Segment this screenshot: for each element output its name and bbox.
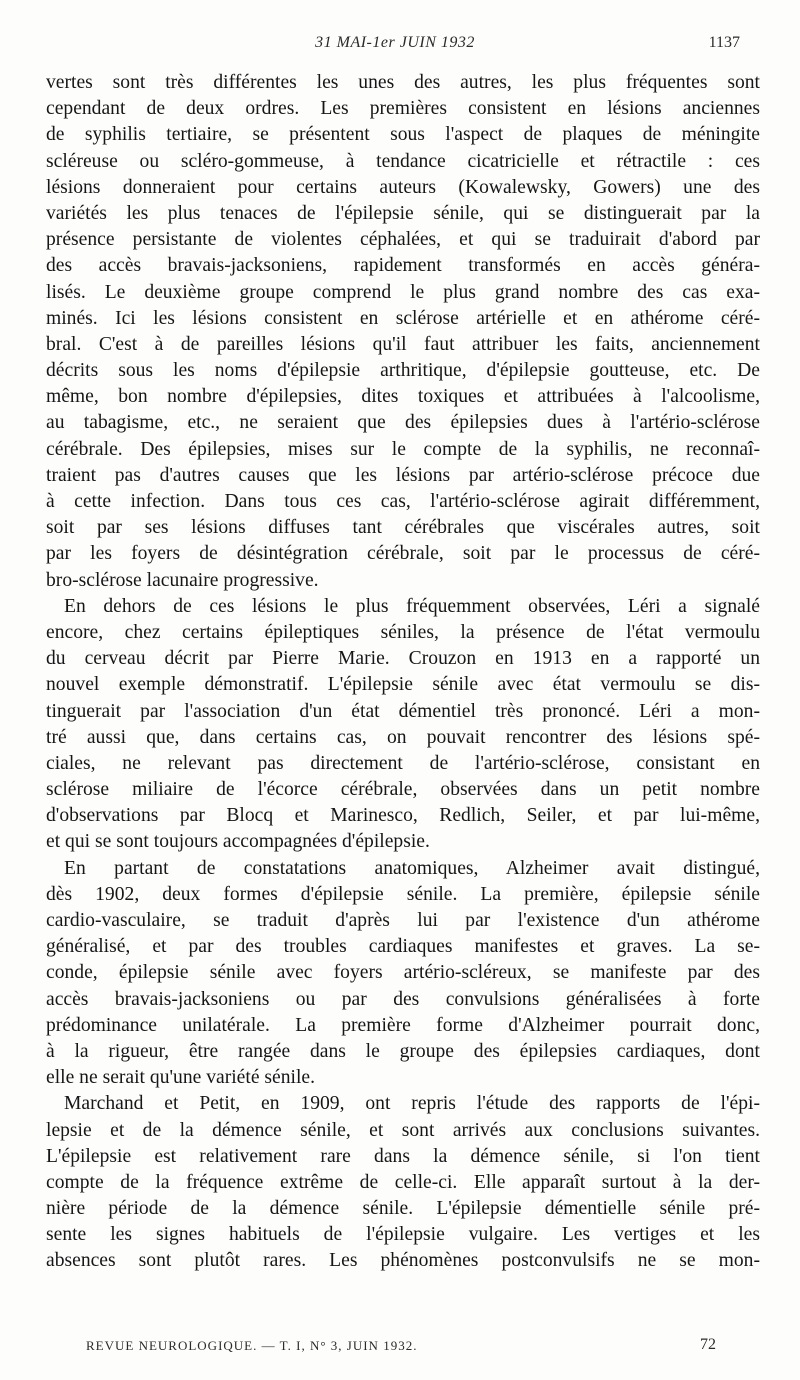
text-line: même, bon nombre d'épilepsies, dites toxiques et attribuées à l'alcoolisme, <box>46 386 760 408</box>
text-line: sclérose miliaire de l'écorce cérébrale, observées dans un petit nombre <box>46 779 760 801</box>
text-line: à cette infection. Dans tous ces cas, l'artério-sclérose agirait différemment, <box>46 491 760 512</box>
body-text <box>46 70 760 1275</box>
text-line: lésions donneraient pour certains auteurs (Kowalewsky, Gowers) une des <box>46 176 760 198</box>
text-line: décrits sous les noms d'épilepsie arthritique, d'épilepsie goutteuse, etc. De <box>46 360 760 382</box>
text-line: minés. Ici les lésions consistent en sclérose artérielle et en athérome céré- <box>46 307 760 329</box>
text-line: variétés les plus tenaces de l'épilepsie sénile, qui se distinguerait par la <box>46 202 760 224</box>
text-line: bral. C'est à de pareilles lésions qu'il faut attribuer les faits, anciennement <box>46 333 760 355</box>
text-line: accès bravais-jacksoniens ou par des convulsions généralisées à forte <box>46 988 760 1010</box>
text-line: lisés. Le deuxième groupe comprend le plus grand nombre des cas exa- <box>46 281 760 303</box>
text-line: encore, chez certains épileptiques séniles, la présence de l'état vermoulu <box>46 621 760 643</box>
text-line: sente les signes habituels de l'épilepsie vulgaire. Les vertiges et les <box>46 1224 760 1246</box>
footer-journal-reference: REVUE NEUROLOGIQUE. — T. I, N° 3, JUIN 1932. <box>86 1338 418 1353</box>
text-line: des accès bravais-jacksoniens, rapidement transformés en accès généra- <box>46 255 760 277</box>
text-line: au tabagisme, etc., ne seraient que des épilepsies dues à l'artério-sclérose <box>46 412 760 434</box>
text-line: nouvel exemple démonstratif. L'épilepsie sénile avec état vermoulu se dis- <box>46 674 760 696</box>
text-line: lepsie et de la démence sénile, et sont arrivés aux conclusions suivantes. <box>46 1119 760 1141</box>
running-title: 31 MAI-1er JUIN 1932 <box>315 34 475 51</box>
text-line: conde, épilepsie sénile avec foyers artério-scléreux, se manifeste par des <box>46 962 760 984</box>
text-line: tré aussi que, dans certains cas, on pouvait rencontrer des lésions spé- <box>46 726 760 748</box>
text-line: présence persistante de violentes céphalées, et qui se traduirait d'abord par <box>46 229 760 251</box>
text-line: Marchand et Petit, en 1909, ont repris l'étude des rapports de l'épi- <box>64 1093 760 1115</box>
text-line: compte de la fréquence extrême de celle-ci. Elle apparaît surtout à la der- <box>46 1171 760 1193</box>
text-line: de syphilis tertiaire, se présentent sous l'aspect de plaques de méningite <box>46 124 760 146</box>
text-line: cardio-vasculaire, se traduit d'après lui par l'existence d'un athérome <box>46 910 760 931</box>
text-line: du cerveau décrit par Pierre Marie. Crouzon en 1913 en a rapporté un <box>46 648 760 670</box>
text-line: En dehors de ces lésions le plus fréquemment observées, Léri a signalé <box>64 595 760 617</box>
text-line: dès 1902, deux formes d'épilepsie sénile. La première, épilepsie sénile <box>46 883 760 905</box>
page-footer <box>86 1338 716 1360</box>
text-line: à la rigueur, être rangée dans le groupe des épilepsies cardiaques, dont <box>46 1040 760 1062</box>
text-line: L'épilepsie est relativement rare dans la démence sénile, si l'on tient <box>46 1145 760 1167</box>
text-line: vertes sont très différentes les unes des autres, les plus fréquentes sont <box>46 72 760 93</box>
text-line: elle ne serait qu'une variété sénile. <box>46 1067 316 1089</box>
text-line: En partant de constatations anatomiques, Alzheimer avait distingué, <box>64 857 760 879</box>
text-line: scléreuse ou scléro-gommeuse, à tendance cicatricielle et rétractile : ces <box>46 150 760 172</box>
text-line: prédominance unilatérale. La première forme d'Alzheimer pourrait donc, <box>46 1014 760 1036</box>
text-line: cérébrale. Des épilepsies, mises sur le compte de la syphilis, ne reconnaî- <box>46 438 760 460</box>
text-line: et qui se sont toujours accompagnées d'épilepsie. <box>46 831 430 853</box>
text-line: traient pas d'autres causes que les lésions par artério-sclérose précoce due <box>46 464 760 486</box>
text-line: ciales, ne relevant pas directement de l'artério-sclérose, consistant en <box>46 752 760 774</box>
text-line: absences sont plutôt rares. Les phénomènes postconvulsifs ne se mon- <box>46 1250 760 1272</box>
text-line: par les foyers de désintégration cérébrale, soit par le processus de céré- <box>46 543 760 565</box>
page-number: 1137 <box>708 34 740 51</box>
text-line: nière période de la démence sénile. L'épilepsie démentielle sénile pré- <box>46 1198 760 1220</box>
text-line: soit par ses lésions diffuses tant cérébrales que viscérales autres, soit <box>46 517 760 539</box>
running-header <box>50 34 740 56</box>
text-line: tinguerait par l'association d'un état démentiel très prononcé. Léri a mon- <box>46 700 760 722</box>
text-line: d'observations par Blocq et Marinesco, Redlich, Seiler, et par lui-même, <box>46 805 760 827</box>
text-line: cependant de deux ordres. Les premières consistent en lésions anciennes <box>46 98 760 120</box>
text-line: bro-sclérose lacunaire progressive. <box>46 569 319 591</box>
text-line: généralisé, et par des troubles cardiaques manifestes et graves. La se- <box>46 936 760 958</box>
footer-signature-number: 72 <box>700 1336 716 1353</box>
